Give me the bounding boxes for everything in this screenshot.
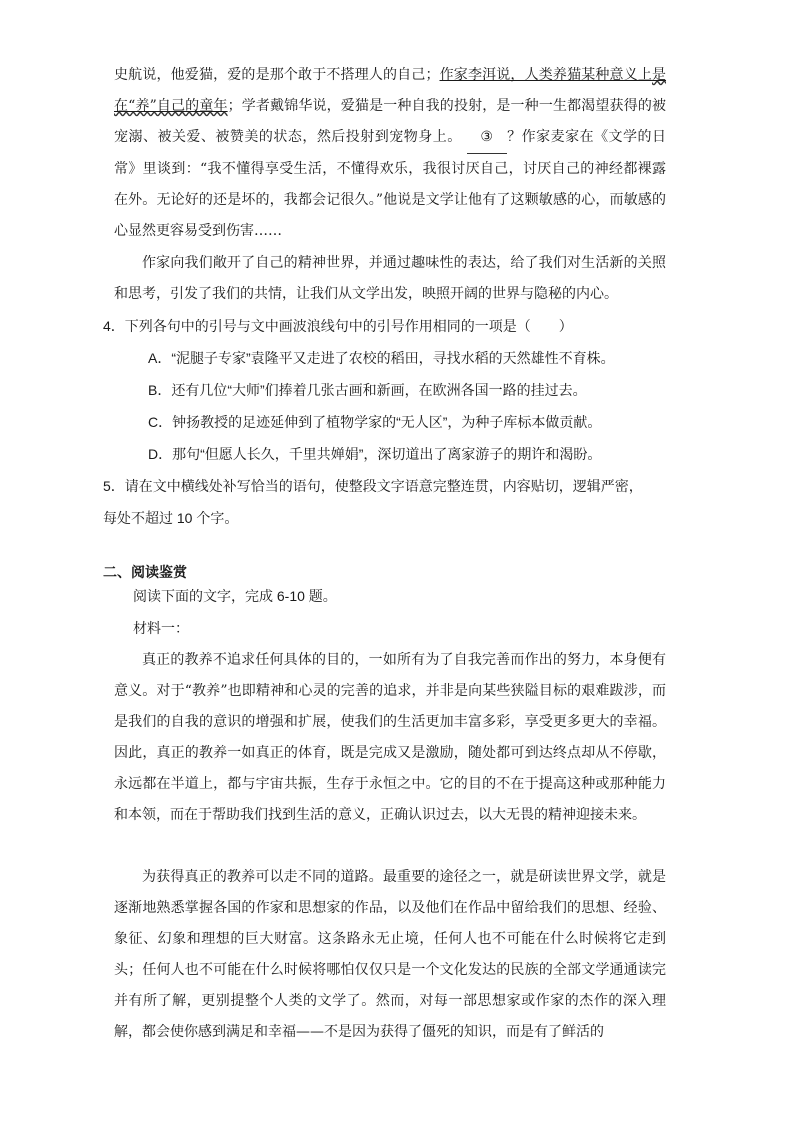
passage-top xyxy=(114,60,666,247)
passage-line1-a: 史航说，他爱猫，爱的是那个敢于不搭理人的自己； xyxy=(114,67,440,83)
passage-line2-b: ；学者戴锦华说，爱猫是一种自我的投射，是一种一生都渴望获 xyxy=(227,98,624,114)
answer-blank-3: ③ xyxy=(467,122,507,154)
question-4-option-d: D．那句“但愿人长久，千里共婵娟”，深切道出了离家游子的期许和渴盼。 xyxy=(148,446,602,462)
passage-line1-b: 作家李洱说，人类养猫某种意义上 xyxy=(439,67,653,83)
passage-wavy-line: 是在“养”自己的童年 xyxy=(114,67,667,114)
material-1-label: 材料一： xyxy=(133,621,189,637)
section-2-heading: 二、阅读鉴赏 xyxy=(103,564,187,580)
material-1-paragraph-2: 为获得真正的教养可以走不同的道路。最重要的途径之一，就是研读世界文学，就是逐渐地熟悉掌握各国的作家和思想家的作品，以及他们在作品中留给我们的思想、经验、象征、幻象和理想的巨大财富。这条路永无止境，任何人也不可能在什么时候将它走到头；任何人也不可能在什么时候将哪怕仅仅只是一个文化发达的民族的全部文学通通读完并有所了解，更别提整个人类的文学了。然而，对每一部思想家或作家的杰作的深入理解，都会使你感到满足和幸福——不是因为获得了僵死的知识，而是有了鲜活的 xyxy=(114,869,666,1040)
question-4-option-b: B．还有几位“大师”们捧着几张古画和新画，在欧洲各国一路的挂过去。 xyxy=(148,382,587,398)
passage-line3-b: ？作家麦家在《文 xyxy=(506,129,624,145)
section-2-instruction: 阅读下面的文字，完成 6-10 题。 xyxy=(133,588,337,604)
passage-line3: 得的被宠溺、被关爱、被赞美的状态，然后投射到宠物身上。 xyxy=(114,98,666,145)
question-4-option-a: A．“泥腿子专家”袁隆平又走进了农校的稻田，寻找水稻的天然雄性不育株。 xyxy=(148,350,615,366)
summary-paragraph: 作家向我们敞开了自己的精神世界，并通过趣味性的表达，给了我们对生活新的关照和思考，引发了我们的共情，让我们从文学出发，映照开阔的世界与隐秘的内心。 xyxy=(114,255,666,302)
material-1-paragraph-1: 真正的教养不追求任何具体的目的，一如所有为了自我完善而作出的努力，本身便有意义。对于“教养”也即精神和心灵的完善的追求，并非是向某些狭隘目标的艰难跋涉，而是我们的自我的意识的增强和扩展，使我们的生活更加丰富多彩，享受更多更大的幸福。因此，真正的教养一如真正的体育，既是完成又是激励，随处都可到达终点却从不停歇，永远都在半道上，都与宇宙共振，生存于永恒之中。它的目的不在于提高这种或那种能力和本领，而在于帮助我们找到生活的意义，正确认识过去，以大无畏的精神迎接未来。 xyxy=(114,652,666,823)
passage-rest: 学的日常》里谈到：“我不懂得享受生活，不懂得欢乐，我很讨厌自己，讨厌自己的神经都裸露在外。无论好的还是坏的，我都会记很久。”他说是文学让他有了这颗敏感的心，而敏感的心显然更容易受到伤害…… xyxy=(114,129,667,239)
question-4-stem: 4．下列各句中的引号与文中画波浪线句中的引号作用相同的一项是（ ） xyxy=(103,318,573,334)
question-5-line1: 5．请在文中横线处补写恰当的语句，使整段文字语意完整连贯，内容贴切，逻辑严密， xyxy=(103,478,643,494)
question-5-line2: 每处不超过 10 个字。 xyxy=(103,510,239,526)
question-4-option-c: C．钟扬教授的足迹延伸到了植物学家的“无人区”，为种子库标本做贡献。 xyxy=(148,414,602,430)
